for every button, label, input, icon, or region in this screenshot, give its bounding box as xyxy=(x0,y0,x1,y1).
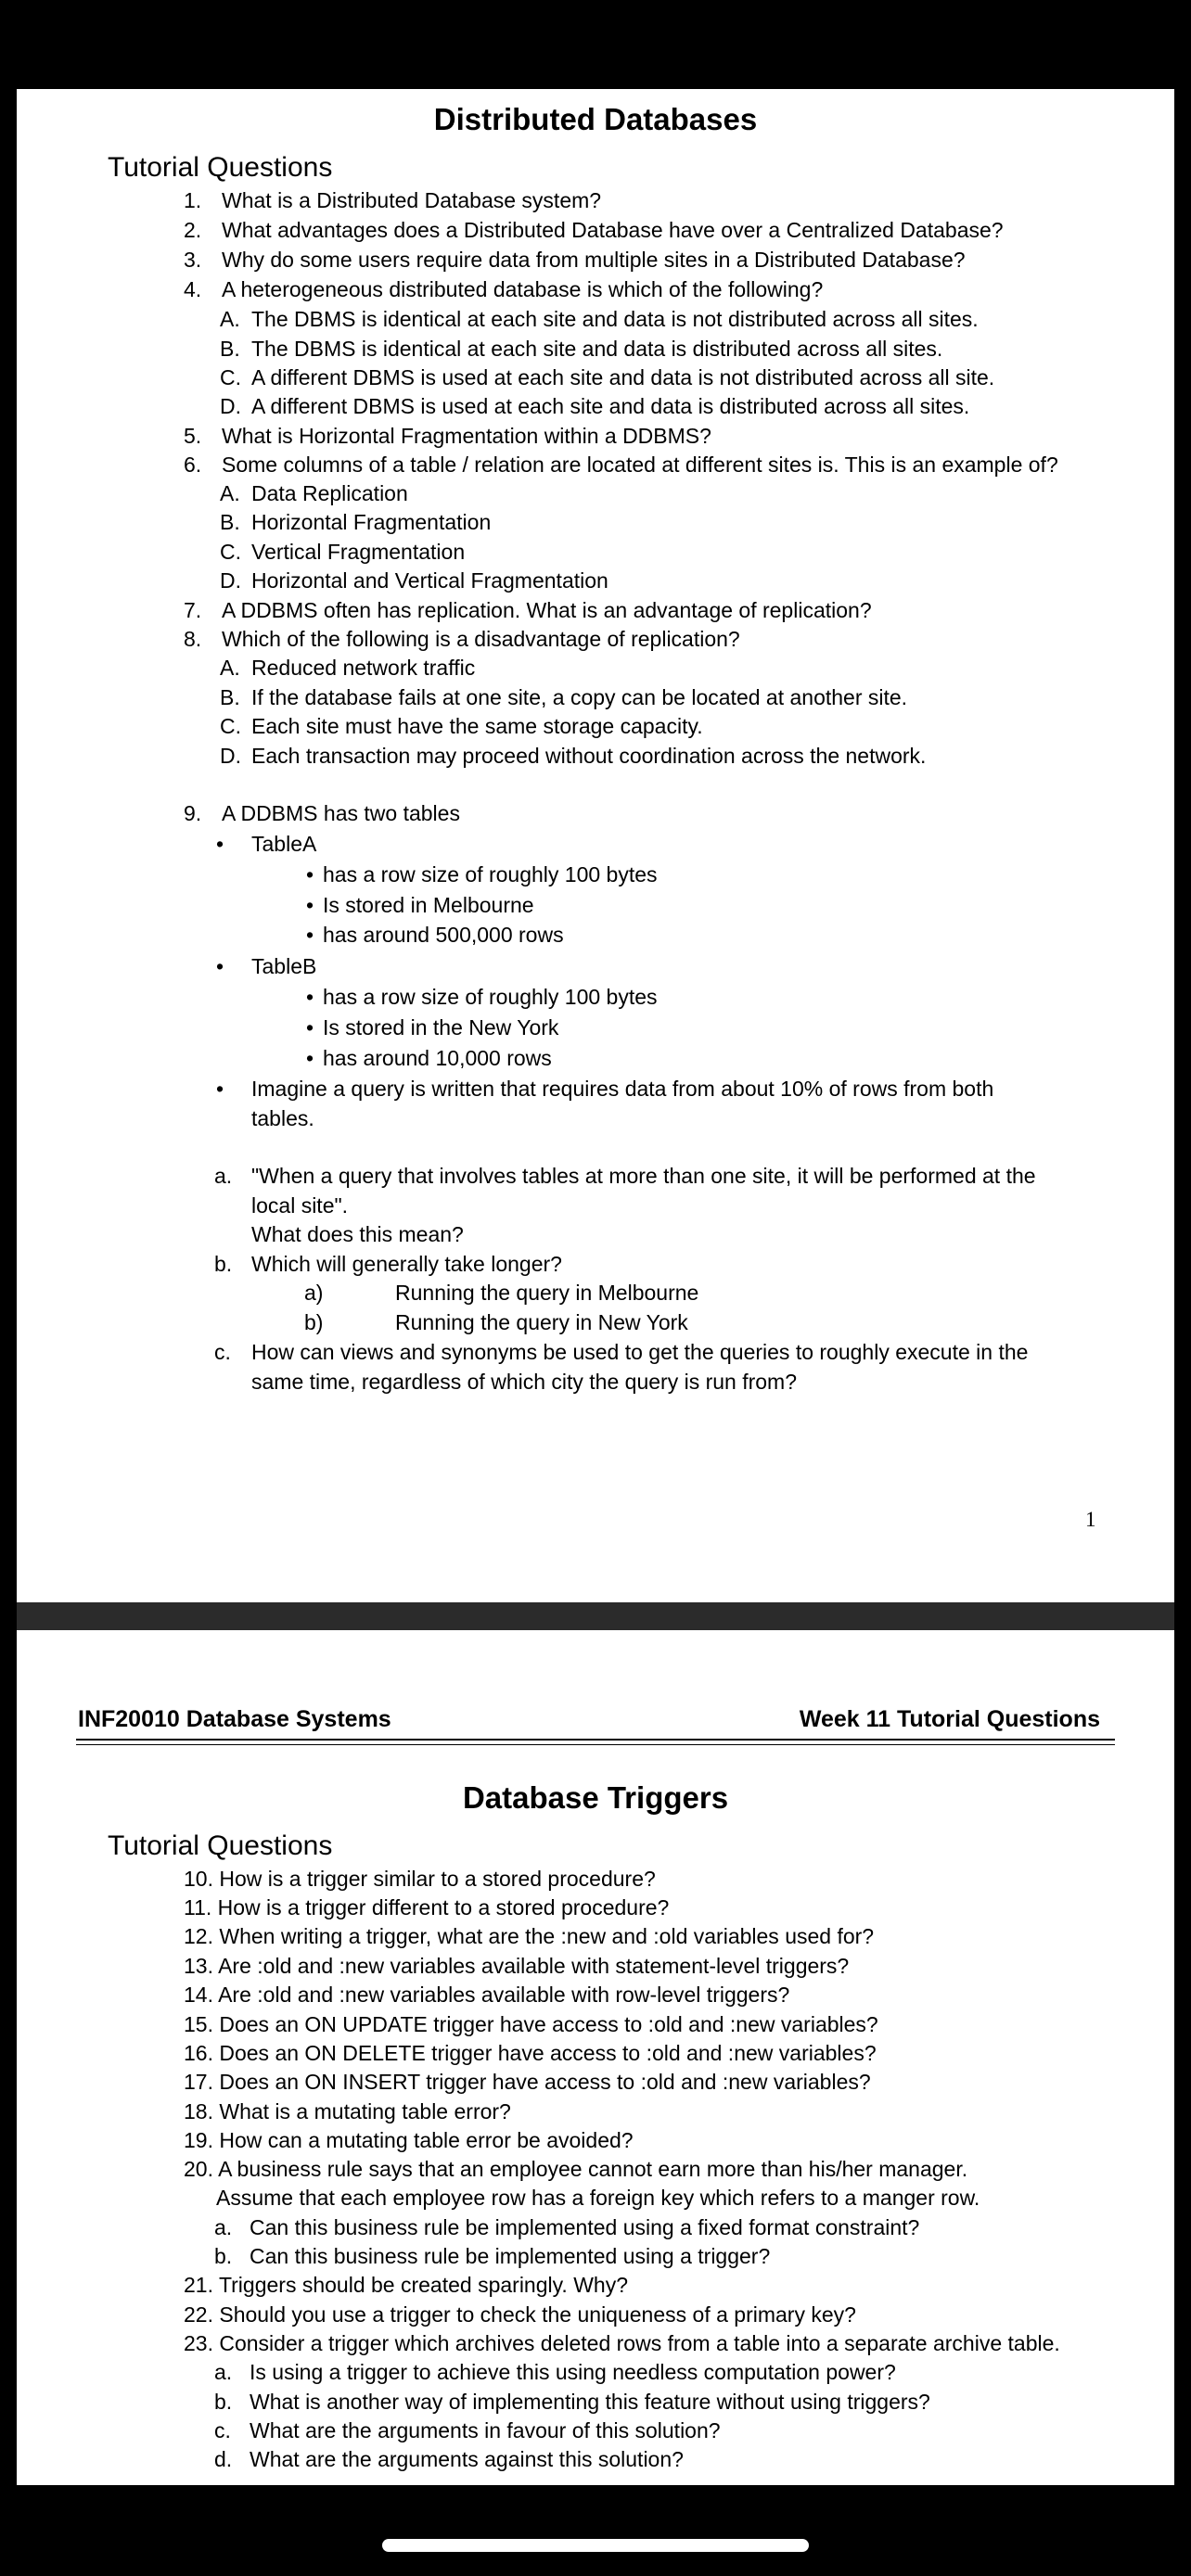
bullet-icon: • xyxy=(216,832,224,856)
question-20: 20. A business rule says that an employee cannot earn more than his/her manager. xyxy=(184,2157,968,2181)
bullet-icon: • xyxy=(306,893,314,917)
bullet-icon: • xyxy=(306,862,314,886)
option-text: Horizontal Fragmentation xyxy=(251,510,492,534)
question-6-number: 6. xyxy=(184,453,202,477)
bullet-icon: • xyxy=(306,1015,314,1039)
option-text: Vertical Fragmentation xyxy=(251,540,466,564)
document-page-1 xyxy=(17,89,1174,1602)
sub-question-a-line: "When a query that involves tables at more than one site, it will be performed at the xyxy=(251,1164,1036,1188)
question-12: 12. When writing a trigger, what are the :new and :old variables used for? xyxy=(184,1924,875,1948)
question-7-number: 7. xyxy=(184,598,202,622)
question-4-number: 4. xyxy=(184,277,202,301)
query-scenario-line: tables. xyxy=(251,1106,314,1130)
sub-question-text: Can this business rule be implemented using a fixed format constraint? xyxy=(250,2215,920,2239)
week-header: Week 11 Tutorial Questions xyxy=(799,1706,1100,1732)
option-text: Each site must have the same storage capacity. xyxy=(251,714,703,738)
option-label: C. xyxy=(220,365,241,389)
table-b-detail: has a row size of roughly 100 bytes xyxy=(323,985,658,1009)
question-13: 13. Are :old and :new variables available with statement-level triggers? xyxy=(184,1954,850,1978)
question-5-number: 5. xyxy=(184,424,202,448)
bullet-icon: • xyxy=(306,923,314,947)
question-6-text: Some columns of a table / relation are located at different sites is. This is an example of? xyxy=(222,453,1058,477)
sub-question-label: b. xyxy=(214,2244,233,2268)
question-2-number: 2. xyxy=(184,218,202,242)
sub-question-text: What is another way of implementing this feature without using triggers? xyxy=(250,2390,930,2414)
sub-question-b-text: Which will generally take longer? xyxy=(251,1252,562,1276)
option-text: Running the query in New York xyxy=(395,1310,688,1334)
question-1 xyxy=(184,187,201,213)
question-4-text: A heterogeneous distributed database is which of the following? xyxy=(222,277,824,301)
question-3-number: 3. xyxy=(184,248,202,272)
option-label: B. xyxy=(220,510,240,534)
option-label: A. xyxy=(220,481,240,505)
question-16: 16. Does an ON DELETE trigger have access to :old and :new variables? xyxy=(184,2041,877,2065)
header-rule xyxy=(76,1744,1115,1745)
question-14: 14. Are :old and :new variables available with row-level triggers? xyxy=(184,1983,790,2007)
page-title: Database Triggers xyxy=(462,1780,729,1815)
sub-question-label: b. xyxy=(214,1252,233,1276)
question-21: 21. Triggers should be created sparingly. Why? xyxy=(184,2273,628,2297)
sub-question-label: b. xyxy=(214,2390,233,2414)
question-23: 23. Consider a trigger which archives deleted rows from a table into a separate archive table. xyxy=(184,2331,1060,2355)
question-number: 1. xyxy=(184,188,202,212)
page-title: Distributed Databases xyxy=(433,102,758,136)
sub-question-label: a. xyxy=(214,2215,233,2239)
sub-question-label: c. xyxy=(214,2418,231,2442)
option-label: D. xyxy=(220,568,241,593)
option-label: A. xyxy=(220,656,240,680)
question-10: 10. How is a trigger similar to a stored procedure? xyxy=(184,1867,656,1891)
question-22: 22. Should you use a trigger to check the uniqueness of a primary key? xyxy=(184,2302,856,2327)
option-label: D. xyxy=(220,394,241,418)
option-text: The DBMS is identical at each site and data is distributed across all sites. xyxy=(251,337,943,361)
bullet-icon: • xyxy=(306,1046,314,1070)
option-text: Running the query in Melbourne xyxy=(395,1281,699,1305)
table-a-detail: Is stored in Melbourne xyxy=(323,893,534,917)
sub-question-a-line: local site". xyxy=(251,1193,349,1218)
option-label: D. xyxy=(220,744,241,768)
sub-question-label: c. xyxy=(214,1340,231,1364)
table-b-detail: Is stored in the New York xyxy=(323,1015,559,1039)
option-text: Each transaction may proceed without coordination across the network. xyxy=(251,744,927,768)
page-separator xyxy=(17,1602,1174,1630)
bullet-icon: • xyxy=(216,954,224,978)
sub-question-label: a. xyxy=(214,2360,233,2384)
question-5-text: What is Horizontal Fragmentation within a DDBMS? xyxy=(222,424,711,448)
question-3-text: Why do some users require data from multiple sites in a Distributed Database? xyxy=(222,248,966,272)
question-19: 19. How can a mutating table error be avoided? xyxy=(184,2128,634,2152)
section-subtitle: Tutorial Questions xyxy=(108,152,333,183)
sub-question-text: What are the arguments against this solution? xyxy=(250,2447,684,2471)
sub-question-c-line: How can views and synonyms be used to get the queries to roughly execute in the xyxy=(251,1340,1029,1364)
query-scenario-line: Imagine a query is written that requires data from about 10% of rows from both xyxy=(251,1077,994,1101)
question-2-text: What advantages does a Distributed Database have over a Centralized Database? xyxy=(222,218,1004,242)
bullet-icon: • xyxy=(216,1077,224,1101)
sub-question-c-line: same time, regardless of which city the query is run from? xyxy=(251,1370,798,1394)
option-text: A different DBMS is used at each site and data is distributed across all sites. xyxy=(251,394,970,418)
option-label: b) xyxy=(304,1310,324,1334)
sub-question-text: What are the arguments in favour of this solution? xyxy=(250,2418,721,2442)
question-20-context: Assume that each employee row has a foreign key which refers to a manger row. xyxy=(216,2186,980,2210)
sub-question-text: Can this business rule be implemented using a trigger? xyxy=(250,2244,771,2268)
option-text: The DBMS is identical at each site and data is not distributed across all sites. xyxy=(251,307,979,331)
question-8-number: 8. xyxy=(184,627,202,651)
option-label: C. xyxy=(220,714,241,738)
table-b-detail: has around 10,000 rows xyxy=(323,1046,552,1070)
table-a-detail: has a row size of roughly 100 bytes xyxy=(323,862,658,886)
bullet-icon: • xyxy=(306,985,314,1009)
sub-question-label: a. xyxy=(214,1164,233,1188)
question-9-number: 9. xyxy=(184,801,202,825)
sub-question-text: Is using a trigger to achieve this using needless computation power? xyxy=(250,2360,896,2384)
option-text: Reduced network traffic xyxy=(251,656,476,680)
question-18: 18. What is a mutating table error? xyxy=(184,2099,511,2123)
option-label: A. xyxy=(220,307,240,331)
option-text: If the database fails at one site, a copy can be located at another site. xyxy=(251,685,908,709)
question-15: 15. Does an ON UPDATE trigger have access to :old and :new variables? xyxy=(184,2012,878,2036)
question-9-text: A DDBMS has two tables xyxy=(222,801,460,825)
question-11: 11. How is a trigger different to a stored procedure? xyxy=(184,1895,670,1919)
home-indicator[interactable] xyxy=(382,2539,809,2552)
question-8-text: Which of the following is a disadvantage of replication? xyxy=(222,627,740,651)
sub-question-label: d. xyxy=(214,2447,233,2471)
table-b-name: TableB xyxy=(251,954,317,978)
header-rule xyxy=(76,1739,1115,1741)
question-17: 17. Does an ON INSERT trigger have access to :old and :new variables? xyxy=(184,2070,871,2094)
option-label: B. xyxy=(220,685,240,709)
question-7-text: A DDBMS often has replication. What is an advantage of replication? xyxy=(222,598,872,622)
option-text: A different DBMS is used at each site and data is not distributed across all site. xyxy=(251,365,995,389)
page-number: 1 xyxy=(1085,1508,1096,1531)
course-header: INF20010 Database Systems xyxy=(78,1706,391,1732)
sub-question-a-line: What does this mean? xyxy=(251,1222,464,1246)
table-a-name: TableA xyxy=(251,832,317,856)
option-label: B. xyxy=(220,337,240,361)
option-text: Data Replication xyxy=(251,481,408,505)
document-page-2 xyxy=(17,1630,1174,2485)
section-subtitle: Tutorial Questions xyxy=(108,1830,333,1861)
option-label: a) xyxy=(304,1281,324,1305)
option-label: C. xyxy=(220,540,241,564)
option-text: Horizontal and Vertical Fragmentation xyxy=(251,568,608,593)
table-a-detail: has around 500,000 rows xyxy=(323,923,564,947)
question-1-text: What is a Distributed Database system? xyxy=(222,188,602,212)
